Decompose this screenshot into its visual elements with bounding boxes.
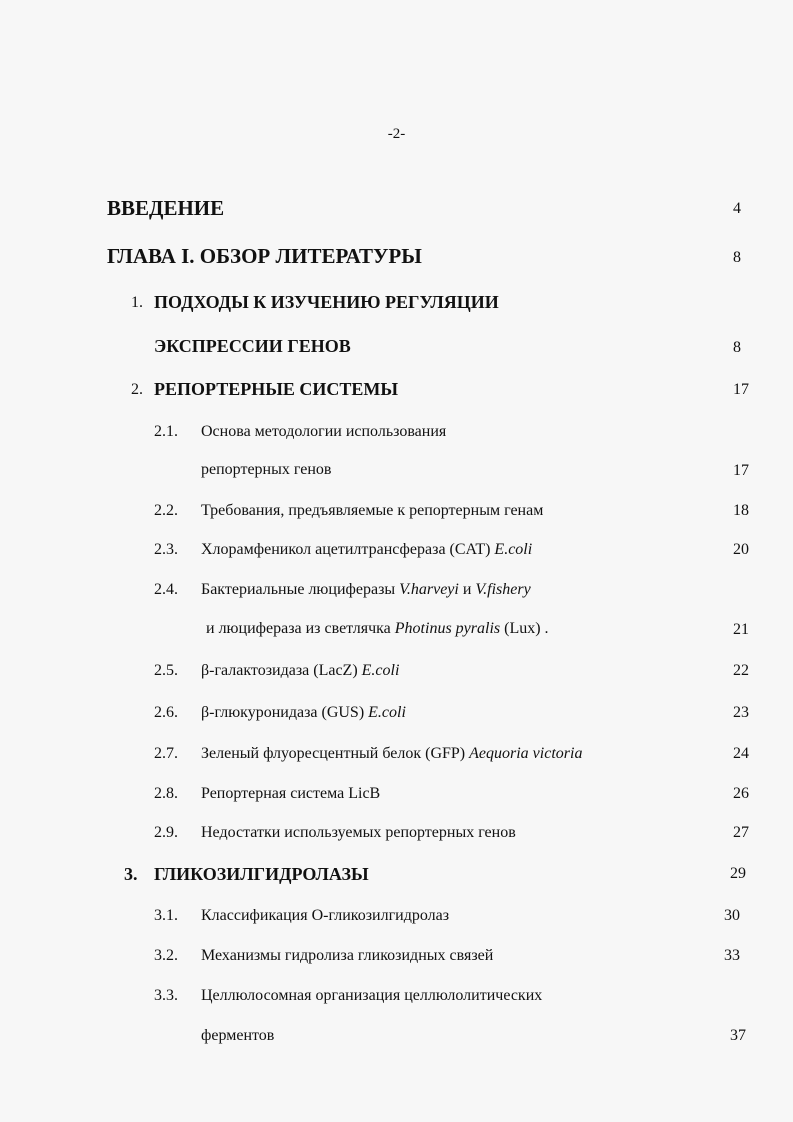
toc-entry-s2-1-title-line1: Основа методологии использования xyxy=(201,423,447,440)
toc-entry-s1-number: 1. xyxy=(131,294,143,311)
toc-entry-s2-7-number: 2.7. xyxy=(154,745,178,762)
toc-entry-s2-5-number: 2.5. xyxy=(154,662,178,679)
toc-entry-s3-3-page: 37 xyxy=(730,1027,746,1044)
toc-entry-glava1-page: 8 xyxy=(733,249,741,266)
toc-entry-s3-1-number: 3.1. xyxy=(154,907,178,924)
toc-entry-s1-title-line1: ПОДХОДЫ К ИЗУЧЕНИЮ РЕГУЛЯЦИИ xyxy=(154,292,499,312)
toc-entry-s1-title-line2: ЭКСПРЕССИИ ГЕНОВ xyxy=(154,336,351,356)
toc-entry-s3-1-title: Классификация О-гликозилгидролаз xyxy=(201,907,450,924)
toc-entry-s2-6-text: β-глюкуронидаза (GUS) xyxy=(201,704,369,721)
toc-entry-s2-8-page: 26 xyxy=(733,785,749,802)
toc-entry-s2-3-title xyxy=(201,541,532,559)
toc-entry-s2-page: 17 xyxy=(733,381,749,398)
toc-entry-s2-9-number: 2.9. xyxy=(154,824,178,841)
toc-entry-s2-5-title xyxy=(201,662,399,680)
toc-entry-s2-7-page: 24 xyxy=(733,745,749,762)
toc-entry-s3-2-number: 3.2. xyxy=(154,947,178,964)
toc-entry-s2-5-page: 22 xyxy=(733,662,749,679)
toc-entry-s2-4-text-line2-c: (Lux) . xyxy=(500,620,549,637)
toc-entry-s3-1-page: 30 xyxy=(724,907,740,924)
toc-entry-s2-2-number: 2.2. xyxy=(154,502,178,519)
toc-entry-s2-9-page: 27 xyxy=(733,824,749,841)
toc-entry-s2-7-text: Зеленый флуоресцентный белок (GFP) xyxy=(201,745,470,762)
toc-entry-s2-3-page: 20 xyxy=(733,541,749,558)
toc-entry-s2-1-number: 2.1. xyxy=(154,423,178,440)
toc-entry-s2-1-title-line2: репортерных генов xyxy=(201,461,332,478)
toc-entry-s2-9-title: Недостатки используемых репортерных генов xyxy=(201,824,516,841)
toc-entry-s2-3-number: 2.3. xyxy=(154,541,178,558)
toc-entry-s2-4-organism-1: V.harveyi xyxy=(399,581,459,598)
toc-entry-s2-5-organism: E.coli xyxy=(361,662,400,679)
toc-entry-vvedenie-title: ВВЕДЕНИЕ xyxy=(107,196,225,220)
toc-entry-glava1-title: ГЛАВА I. ОБЗОР ЛИТЕРАТУРЫ xyxy=(107,244,422,268)
toc-entry-s2-8-number: 2.8. xyxy=(154,785,178,802)
toc-entry-s2-5-text: β-галактозидаза (LacZ) xyxy=(201,662,362,679)
toc-entry-s2-number: 2. xyxy=(131,381,143,398)
toc-entry-s2-4-page: 21 xyxy=(733,621,749,638)
toc-entry-s2-4-title-line1 xyxy=(201,581,531,599)
toc-entry-s2-1-page: 17 xyxy=(733,462,749,479)
toc-entry-s2-4-organism-3: Photinus pyralis xyxy=(394,620,501,637)
page-number: -2- xyxy=(387,126,406,142)
toc-entry-s3-2-title: Механизмы гидролиза гликозидных связей xyxy=(201,947,494,964)
toc-entry-s2-3-organism: E.coli xyxy=(494,541,533,558)
toc-entry-s2-6-organism: E.coli xyxy=(368,704,406,721)
toc-entry-s2-4-text-line2-a: и люцифераза из светлячка xyxy=(206,620,395,637)
toc-entry-s2-title: РЕПОРТЕРНЫЕ СИСТЕМЫ xyxy=(154,379,399,399)
toc-entry-s2-6-number: 2.6. xyxy=(154,704,178,721)
toc-entry-s3-title: ГЛИКОЗИЛГИДРОЛАЗЫ xyxy=(154,864,369,884)
toc-entry-s2-6-title xyxy=(201,704,406,722)
toc-entry-s2-4-title-line2 xyxy=(206,620,549,638)
toc-entry-s3-number: 3. xyxy=(124,864,138,884)
toc-entry-s2-3-text: Хлорамфеникол ацетилтрансфераза (CAT) xyxy=(201,541,495,558)
toc-entry-s1-page: 8 xyxy=(733,339,741,356)
toc-entry-s2-4-text-c: и xyxy=(458,581,476,598)
toc-entry-s2-2-page: 18 xyxy=(733,502,749,519)
toc-entry-s2-2-title: Требования, предъявляемые к репортерным генам xyxy=(201,502,544,519)
toc-entry-vvedenie-page: 4 xyxy=(733,200,741,217)
toc-entry-s3-page: 29 xyxy=(730,865,746,882)
toc-entry-s2-4-text-a: Бактериальные люциферазы xyxy=(201,581,400,598)
toc-entry-s2-8-title: Репортерная система LicB xyxy=(201,785,381,802)
toc-entry-s2-4-number: 2.4. xyxy=(154,581,178,598)
toc-entry-s2-7-organism: Aequoria victoria xyxy=(469,745,583,762)
toc-entry-s2-6-page: 23 xyxy=(733,704,749,721)
toc-entry-s3-2-page: 33 xyxy=(724,947,740,964)
toc-entry-s2-4-organism-2: V.fishery xyxy=(475,581,531,598)
toc-entry-s2-7-title xyxy=(201,745,582,763)
toc-entry-s3-3-title-line2: ферментов xyxy=(201,1027,275,1044)
toc-entry-s3-3-number: 3.3. xyxy=(154,987,178,1004)
toc-entry-s3-3-title-line1: Целлюлосомная организация целлюлолитических xyxy=(201,987,543,1004)
